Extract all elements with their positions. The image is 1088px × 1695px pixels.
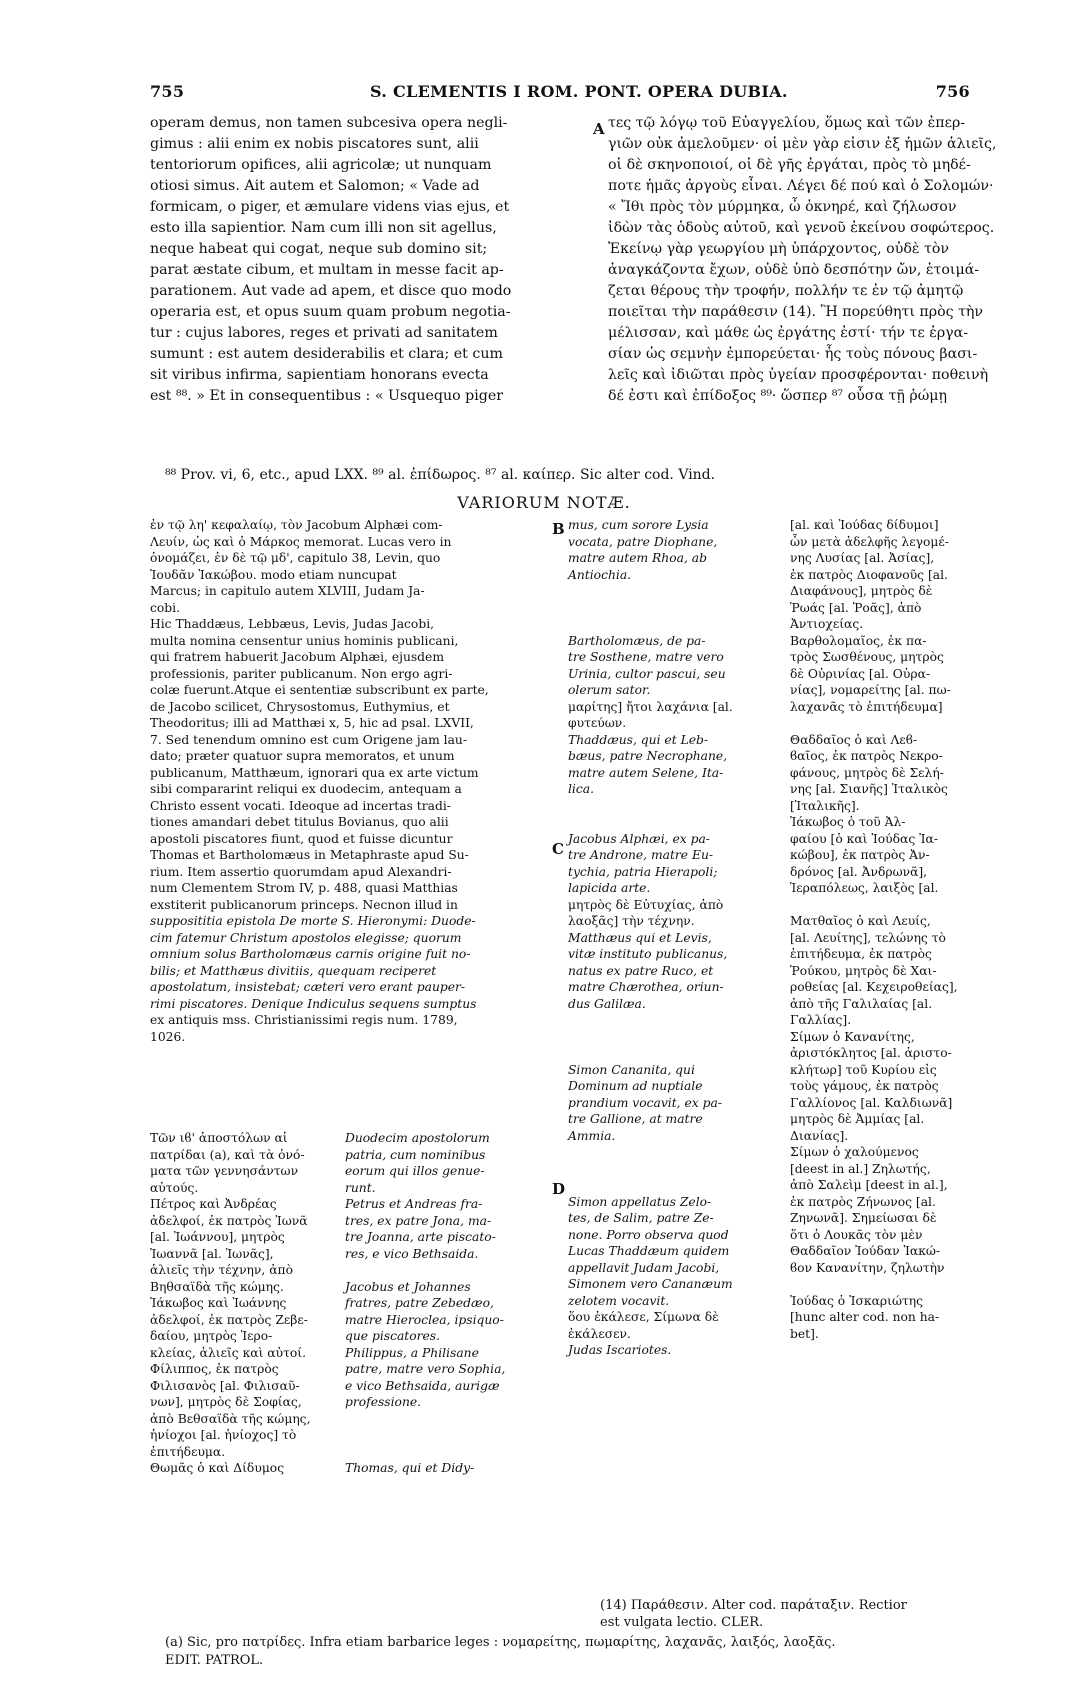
greek-note-line: δρόνος [al. Ἀνδρωνᾶ], <box>790 864 928 879</box>
greek-list-line: Ἰάκωβος καὶ Ἰωάννης <box>150 1296 287 1310</box>
editor-note-line: (a) Sic, pro πατρίδες. Infra etiam barbarice leges : νομαρείτης, πωμαρίτης, λαχανᾶς, λαιξός, λαοξᾶς. <box>165 1635 836 1650</box>
note-text-line <box>568 583 783 600</box>
note-text-line <box>568 1144 783 1161</box>
greek-note-line: Ἀντιοχείας. <box>790 617 864 631</box>
note-text-line <box>568 1029 783 1046</box>
greek-note-line: bet]. <box>790 1326 819 1341</box>
greek-list-line: αὐτούς. <box>150 1180 199 1195</box>
latin-list-line: tres, ex patre Jona, ma- <box>345 1213 492 1228</box>
note-text-line: μητρὸς δὲ Εὐτυχίας, ἀπὸ <box>568 897 724 912</box>
column-marker-a: A <box>593 120 605 138</box>
greek-note-line <box>790 715 990 732</box>
greek-note-line: Σίμων ὁ χαλούμενος <box>790 1145 919 1159</box>
editor-note <box>165 1634 836 1670</box>
variorum-notes-title: VARIORUM NOTÆ. <box>457 493 631 512</box>
greek-list-line: Ἰωαννᾶ [al. Ἰωνᾶς], <box>150 1246 274 1261</box>
note-text-line: bæus, patre Necrophane, <box>568 749 728 763</box>
apparatus-footnotes: ⁸⁸ Prov. vi, 6, etc., apud LXX. ⁸⁹ al. ἐπίδωρος. ⁸⁷ al. καίπερ. Sic alter cod. Vind. <box>165 467 716 483</box>
note-text-line: bilis; et Matthæus divitiis, quequam reciperet <box>150 963 437 978</box>
latin-text-line: gimus : alii enim ex nobis piscatores sunt, alii <box>150 136 479 152</box>
latin-list-line: Petrus et Andreas fra- <box>345 1197 483 1211</box>
greek-text-line: ποιεῖται τὴν παράθεσιν (14). Ἢ πορεύθητι πρὸς τὴν <box>608 304 984 320</box>
latin-list-line: Philippus, a Philisane <box>345 1345 479 1360</box>
greek-note-line: ἀριστόκλητος [al. ἀριστο- <box>790 1046 952 1060</box>
greek-text-line: ἰδὼν τὰς ὁδοὺς αὐτοῦ, καὶ γενοῦ ἐκείνου σοφώτερος. <box>608 220 995 236</box>
note-text-line: dus Galilæa. <box>568 996 646 1011</box>
greek-text-line: « Ἴθι πρὸς τὸν μύρμηκα, ὦ ὀκνηρέ, καὶ ζήλωσον <box>608 199 957 215</box>
latin-list-line: e vico Bethsaida, aurigæ <box>345 1378 500 1393</box>
greek-note-line: [hunc alter cod. non ha- <box>790 1310 940 1324</box>
note-text-line: 1026. <box>150 1029 186 1044</box>
latin-text-line: operam demus, non tamen subcesiva opera negli- <box>150 115 508 131</box>
greek-list-line: ἁλιεῖς τὴν τέχνην, ἀπὸ <box>150 1263 294 1277</box>
greek-note-line: [deest in al.] Ζηλωτής, <box>790 1161 931 1176</box>
latin-text-line: tur : cujus labores, reges et privati ad sanitatem <box>150 325 498 341</box>
note-text-line: tiones amandari debet titulus Bovianus, quo alii <box>150 815 449 829</box>
notes-column-right <box>790 517 990 1342</box>
notes-column-middle <box>568 517 783 1359</box>
note-text-line: Urinia, cultor pascui, seu <box>568 666 726 681</box>
page-number-left: 755 <box>150 82 185 101</box>
note-text-line: lica. <box>568 782 594 796</box>
note-text-line: exstiterit publicanorum princeps. Necnon illud in <box>150 897 458 912</box>
note-text-line: Ammia. <box>568 1128 616 1143</box>
greek-note-line: Διαφάνους], μητρὸς δὲ <box>790 584 933 598</box>
latin-list-line: patre, matre vero Sophia, <box>345 1362 506 1376</box>
note-text-line: natus ex patre Ruco, et <box>568 963 714 978</box>
greek-list-line: Φιλισανὸς [al. Φιλισαῦ- <box>150 1378 300 1393</box>
greek-note-line: φαίου [ὁ καὶ Ἰούδας Ἰα- <box>790 831 939 846</box>
greek-list-line: Τῶν ιϐ' ἀποστόλων αἱ <box>150 1131 288 1145</box>
note-text-line: Lucas Thaddæum quidem <box>568 1244 730 1258</box>
greek-list-line: κλείας, ἁλιεῖς καὶ αὐτοί. <box>150 1345 307 1360</box>
note-text-line: Thomas et Bartholomæus in Metaphraste apud Su- <box>150 848 469 862</box>
greek-note-line: ὧν μετὰ ἀδελφῆς λεγομέ- <box>790 534 949 549</box>
greek-text-line: ἀναγκάζοντα ἔχων, οὐδὲ ὑπὸ δεσπότην ὤν, ἑτοιμά- <box>608 262 980 278</box>
note-text-line: sibi compararint reliqui ex duodecim, antequam a <box>150 782 462 796</box>
note-text-line: colæ fuerunt.Atque ei sententiæ subscribunt ex parte, <box>150 683 489 697</box>
greek-note-line: Ῥούκου, μητρὸς δὲ Χαι- <box>790 963 937 978</box>
note-text-line: Judas Iscariotes. <box>568 1343 672 1357</box>
greek-note-line: ἐκ πατρὸς Ζήνωνος [al. <box>790 1194 936 1209</box>
note-text-line: ἐν τῷ λη' κεφαλαίῳ, τὸν Jacobum Alphæi com- <box>150 518 443 532</box>
greek-note-line: κώβου], ἐκ πατρὸς Ἀν- <box>790 848 930 862</box>
note-text-line: tre Sosthene, matre vero <box>568 650 724 664</box>
note-text-line: lapicida arte. <box>568 881 651 895</box>
latin-list-line <box>345 1444 545 1461</box>
notes-latin-list <box>345 1130 545 1477</box>
note-text-line <box>568 1012 783 1029</box>
greek-note-line: Ἰούδας ὁ Ἰσκαριώτης <box>790 1293 924 1308</box>
latin-list-line: Thomas, qui et Didy- <box>345 1461 475 1475</box>
note-text-line: tre Androne, matre Eu- <box>568 848 714 862</box>
greek-text-line: μέλισσαν, καὶ μάθε ὡς ἐργάτης ἐστί· τήν τε ἐργα- <box>608 325 969 341</box>
greek-note-line: Διανίας]. <box>790 1128 849 1143</box>
note-text-line <box>568 616 783 633</box>
latin-text-line: formicam, o piger, et æmulare videns vias ejus, et <box>150 199 510 215</box>
latin-text-line: operaria est, et opus suum quam probum negotia- <box>150 304 511 320</box>
latin-text-line: esto illa sapientior. Nam cum illi non sit agellus, <box>150 220 497 236</box>
greek-note-line: Ἰάκωβος ὁ τοῦ Ἀλ- <box>790 815 906 829</box>
note-text-line: μαρίτης] ἤτοι λαχάνια [al. <box>568 699 733 714</box>
latin-column <box>150 113 590 407</box>
greek-text-line: σίαν ὡς σεμνὴν ἐμπορεύεται· ἧς τοὺς πόνους βασι- <box>608 346 978 362</box>
greek-note-line: νίας], νομαρείτης [al. πω- <box>790 683 951 697</box>
latin-text-line: parat æstate cibum, et multam in messe facit ap- <box>150 262 504 278</box>
note-text-line: Ἰουδᾶν Ἰακώβου. modo etiam nuncupat <box>150 567 397 582</box>
notes-column-left <box>150 517 535 1045</box>
greek-note-line <box>790 1276 990 1293</box>
note-text-line: tychia, patria Hierapoli; <box>568 864 718 879</box>
greek-list-line: Φίλιππος, ἐκ πατρὸς <box>150 1362 279 1376</box>
note-text-line: tre Gallione, at matre <box>568 1112 703 1126</box>
greek-note-line: δὲ Οὐρινίας [al. Οὐρα- <box>790 666 931 681</box>
note-text-line: supposititia epistola De morte S. Hieronymi: Duode- <box>150 914 476 928</box>
greek-list-line: ματα τῶν γεννησάντων <box>150 1164 299 1178</box>
latin-list-line: patria, cum nominibus <box>345 1147 486 1162</box>
note-text-line: apostoli piscatores fiunt, quod et fuisse dicuntur <box>150 831 453 846</box>
note-text-line: Matthæus qui et Levis, <box>568 930 712 945</box>
greek-note-line: μητρὸς δὲ Ἀμμίας [al. <box>790 1112 925 1126</box>
latin-text-line: neque habeat qui cogat, neque sub domino sit; <box>150 241 488 257</box>
greek-list-line: Πέτρος καὶ Ἀνδρέας <box>150 1197 277 1211</box>
greek-note-line: ἐπιτήδευμα, ἐκ πατρὸς <box>790 947 932 961</box>
greek-note-line: τρὸς Σωσθένους, μητρὸς <box>790 650 944 664</box>
note-text-line: de Jacobo scilicet, Chrysostomus, Euthymius, et <box>150 699 450 714</box>
greek-text-line: λεῖς καὶ ἰδιῶται πρὸς ὑγείαν προσφέρονται· ποθεινὴ <box>608 367 989 383</box>
column-marker-d: D <box>552 1180 566 1198</box>
note-14 <box>600 1597 907 1631</box>
note-text-line <box>568 600 783 617</box>
greek-note-line: Ῥωάς [al. Ῥοᾶς], ἀπὸ <box>790 600 922 615</box>
greek-list-line: νων], μητρὸς δὲ Σοφίας, <box>150 1395 302 1409</box>
latin-text-line: tentoriorum opifices, alii agricolæ; ut nunquam <box>150 157 492 173</box>
note-text-line: vocata, patre Diophane, <box>568 534 718 549</box>
latin-list-line <box>345 1427 545 1444</box>
note-text-line: Theodoritus; illi ad Matthæi x, 5, hic ad psal. LXVII, <box>150 716 474 730</box>
greek-note-line: νης Λυσίας [al. Ἀσίας], <box>790 551 935 565</box>
note-text-line: matre Chærothea, oriun- <box>568 980 724 994</box>
note-14-line: est vulgata lectio. CLER. <box>600 1615 764 1630</box>
note-text-line: apostolatum, insistebat; cæteri vero erant pauper- <box>150 980 466 994</box>
greek-list-line: ἡνίοχοι [al. ἡνίοχος] τὸ <box>150 1428 297 1442</box>
note-text-line: publicanum, Matthæum, ignorari qua ex arte victum <box>150 765 479 780</box>
greek-note-line: Βαρθολομαῖος, ἐκ πα- <box>790 633 927 648</box>
note-text-line: Λευίν, ὡς καὶ ὁ Μάρκος memorat. Lucas vero in <box>150 534 452 549</box>
column-marker-b: B <box>552 520 565 538</box>
note-text-line: rium. Item assertio quorumdam apud Alexandri- <box>150 864 452 879</box>
greek-text-line: Ἐκείνῳ γὰρ γεωργίου μὴ ὑπάρχοντος, οὐδὲ τὸν <box>608 241 950 257</box>
latin-list-line: runt. <box>345 1180 376 1195</box>
note-text-line: professionis, pariter publicanum. Non ergo agri- <box>150 666 453 681</box>
note-text-line: rimi piscatores. Denique Indiculus sequens sumptus <box>150 996 477 1011</box>
greek-note-line: ἐκ πατρὸς Διοφανοῦς [al. <box>790 567 948 582</box>
greek-list-line: πατρίδαι (a), καὶ τὰ ὀνό- <box>150 1147 305 1162</box>
note-text-line: vitæ instituto publicanus, <box>568 947 728 961</box>
greek-note-line: Ζηνωνᾶ]. Σημείωσαι δὲ <box>790 1211 937 1225</box>
latin-list-line <box>345 1262 545 1279</box>
latin-text-line: est ⁸⁸. » Et in consequentibus : « Usquequo piger <box>150 388 504 404</box>
note-text-line <box>568 1161 783 1178</box>
greek-note-line: Ἱεραπόλεως, λαιξὸς [al. <box>790 881 939 895</box>
note-text-line: Simon appellatus Zelo- <box>568 1194 712 1209</box>
greek-list-line: ἀπὸ Βεθσαϊδὰ τῆς κώμης, <box>150 1411 311 1426</box>
note-text-line: Jacobus Alphæi, ex pa- <box>568 831 710 846</box>
note-text-line: Hic Thaddæus, Lebbæus, Levis, Judas Jacobi, <box>150 617 435 631</box>
greek-list-line: [al. Ἰωάννου], μητρὸς <box>150 1230 285 1244</box>
greek-note-line: [Ἰταλικῆς]. <box>790 798 860 813</box>
greek-note-line: ϐαῖος, ἐκ πατρὸς Νεκρο- <box>790 749 943 763</box>
latin-text-line: otiosi simus. Ait autem et Salomon; « Vade ad <box>150 178 480 194</box>
latin-list-line <box>345 1411 545 1428</box>
note-text-line: Antiochia. <box>568 567 632 582</box>
note-text-line: qui fratrem habuerit Jacobum Alphæi, ejusdem <box>150 650 444 664</box>
note-text-line: appellavit Judam Jacobi, <box>568 1260 720 1275</box>
note-text-line: none. Porro observa quod <box>568 1227 729 1242</box>
greek-note-line: Ματθαῖος ὁ καὶ Λευίς, <box>790 914 931 928</box>
note-text-line: Dominum ad nuptiale <box>568 1079 703 1093</box>
note-text-line: λαοξᾶς] τὴν τέχνην. <box>568 914 695 928</box>
note-text-line: prandium vocavit, ex pa- <box>568 1095 722 1110</box>
note-text-line: num Clementem Strom IV, p. 488, quasi Matthias <box>150 881 458 895</box>
greek-list-line: ἀδελφοί, ἐκ πατρὸς Ζεβε- <box>150 1312 308 1327</box>
greek-note-line: ϐον Κανανίτην, ζηλωτὴν <box>790 1260 945 1275</box>
greek-text-line: δέ ἐστι καὶ ἐπίδοξος ⁸⁹· ὥσπερ ⁸⁷ οὖσα τῇ ῥώμῃ <box>608 388 948 404</box>
notes-greek-list <box>150 1130 330 1477</box>
column-marker-c: C <box>552 840 564 858</box>
greek-column <box>608 113 997 407</box>
note-text-line: Simonem vero Cananæum <box>568 1277 733 1291</box>
greek-note-line: Θαδδαῖον Ἰούδαν Ἰακώ- <box>790 1244 941 1258</box>
greek-note-line: Γαλλίας]. <box>790 1013 852 1027</box>
note-text-line: cim fatemur Christum apostolos elegisse; quorum <box>150 930 462 945</box>
greek-list-line: Θωμᾶς ὁ καὶ Δίδυμος <box>150 1461 285 1475</box>
latin-text-line: sumunt : est autem desiderabilis et clara; et cum <box>150 346 503 362</box>
note-text-line: Christo essent vocati. Ideoque ad incertas tradi- <box>150 798 451 813</box>
latin-text-line: parationem. Aut vade ad apem, et disce quo modo <box>150 283 512 299</box>
note-text-line: matre autem Rhoa, ab <box>568 551 707 565</box>
greek-note-line: ροθείας [al. Κεχειροθείας], <box>790 980 958 994</box>
greek-note-line: κλήτωρ] τοῦ Κυρίου εἰς <box>790 1062 937 1077</box>
editor-note-line: EDIT. PATROL. <box>165 1653 264 1668</box>
note-14-line: (14) Παράθεσιν. Alter cod. παράταξιν. Rectior <box>600 1598 907 1613</box>
greek-text-line: γιῶν οὐκ ἀμελοῦμεν· οἱ μὲν γὰρ εἰσιν ἐξ ἡμῶν ἁλιεῖς, <box>608 136 997 152</box>
greek-note-line: ὅτι ὁ Λουκᾶς τὸν μὲν <box>790 1227 923 1242</box>
greek-note-line: Σίμων ὁ Κανανίτης, <box>790 1029 915 1044</box>
note-text-line: Marcus; in capitulo autem XLVIII, Judam Ja- <box>150 584 425 598</box>
note-text-line: 7. Sed tenendum omnino est cum Origene jam lau- <box>150 732 467 747</box>
latin-list-line: matre Hieroclea, ipsiquo- <box>345 1312 504 1327</box>
greek-note-line: [al. καὶ Ἰούδας δίδυμοι] <box>790 518 939 532</box>
note-text-line: Simon Cananita, qui <box>568 1062 695 1077</box>
note-text-line <box>568 1177 783 1194</box>
greek-list-line: δαίου, μητρὸς Ἱερο- <box>150 1329 273 1343</box>
running-title: S. CLEMENTIS I ROM. PONT. OPERA DUBIA. <box>370 82 788 101</box>
greek-note-line: φάνους, μητρὸς δὲ Σελή- <box>790 765 944 780</box>
greek-list-line: ἀδελφοί, ἐκ πατρὸς Ἰωνᾶ <box>150 1213 308 1228</box>
note-text-line: cobi. <box>150 600 181 615</box>
note-text-line: tes, de Salim, patre Ze- <box>568 1211 714 1225</box>
greek-note-line: νης [al. Σιανῆς] Ἰταλικὸς <box>790 782 948 796</box>
latin-list-line: que piscatores. <box>345 1329 441 1343</box>
latin-list-line: Duodecim apostolorum <box>345 1131 490 1145</box>
note-text-line: ex antiquis mss. Christianissimi regis num. 1789, <box>150 1013 458 1027</box>
greek-note-line: [al. Λευίτης], τελώνης τὸ <box>790 930 946 945</box>
note-text-line <box>568 1045 783 1062</box>
greek-note-line: λαχανᾶς τὸ ἐπιτήδευμα] <box>790 699 943 714</box>
greek-note-line: ἀπὸ Σαλεὶμ [deest in al.], <box>790 1178 948 1192</box>
note-text-line <box>568 798 783 815</box>
greek-text-line: ποτε ἡμᾶς ἀργοὺς εἶναι. Λέγει δέ πού καὶ ὁ Σολομών· <box>608 178 994 194</box>
latin-list-line: fratres, patre Zebedæo, <box>345 1296 494 1310</box>
greek-note-line <box>790 897 990 914</box>
note-text-line: Bartholomæus, de pa- <box>568 633 706 648</box>
note-text-line: multa nomina censentur unius hominis publicani, <box>150 633 459 648</box>
running-header <box>150 82 970 108</box>
greek-note-line: Γαλλίονος [al. Καλδιωνᾶ] <box>790 1095 953 1110</box>
greek-note-line: Θαδδαῖος ὁ καὶ Λεϐ- <box>790 732 918 747</box>
note-text-line: ὅου ἐκάλεσε, Σίμωνα δὲ <box>568 1310 719 1324</box>
note-text-line: mus, cum sorore Lysia <box>568 518 709 532</box>
note-text-line: matre autem Selene, Ita- <box>568 765 724 780</box>
note-text-line: omnium solus Bartholomæus carnis origine fuit no- <box>150 947 471 961</box>
greek-text-line: οἱ δὲ σκηνοποιοί, οἱ δὲ γῆς ἐργάται, πρὸς τὸ μηδέ- <box>608 157 971 173</box>
note-text-line: φυτεύων. <box>568 716 627 730</box>
note-text-line: ἐκάλεσεν. <box>568 1326 631 1341</box>
note-text-line: Thaddæus, qui et Leb- <box>568 732 709 747</box>
greek-list-line: Βηθσαϊδὰ τῆς κώμης. <box>150 1279 284 1294</box>
note-text-line: dato; præter quatuor supra memoratos, et unum <box>150 749 455 763</box>
page-number-right: 756 <box>935 82 970 101</box>
greek-note-line: ἀπὸ τῆς Γαλιλαίας [al. <box>790 996 933 1011</box>
latin-list-line: tre Joanna, arte piscato- <box>345 1230 496 1244</box>
greek-text-line: τες τῷ λόγῳ τοῦ Εὐαγγελίου, ὅμως καὶ τῶν ἐπερ- <box>608 115 966 131</box>
latin-list-line: professione. <box>345 1395 422 1409</box>
note-text-line: ὀνομάζει, ἐν δὲ τῷ μδ', capitulo 38, Levin, quo <box>150 551 441 565</box>
greek-list-line: ἐπιτήδευμα. <box>150 1444 226 1459</box>
note-text-line: zelotem vocavit. <box>568 1293 670 1308</box>
latin-list-line: eorum qui illos genue- <box>345 1164 485 1178</box>
latin-list-line: Jacobus et Johannes <box>345 1279 471 1294</box>
latin-text-line: sit viribus infirma, sapientiam honorans evecta <box>150 367 489 383</box>
latin-list-line: res, e vico Bethsaida. <box>345 1246 479 1261</box>
greek-text-line: ζεται θέρους τὴν τροφήν, πολλήν τε ἐν τῷ ἀμητῷ <box>608 283 964 299</box>
note-text-line: olerum sator. <box>568 683 651 697</box>
greek-note-line: τοὺς γάμους, ἐκ πατρὸς <box>790 1079 939 1093</box>
note-text-line <box>568 814 783 831</box>
